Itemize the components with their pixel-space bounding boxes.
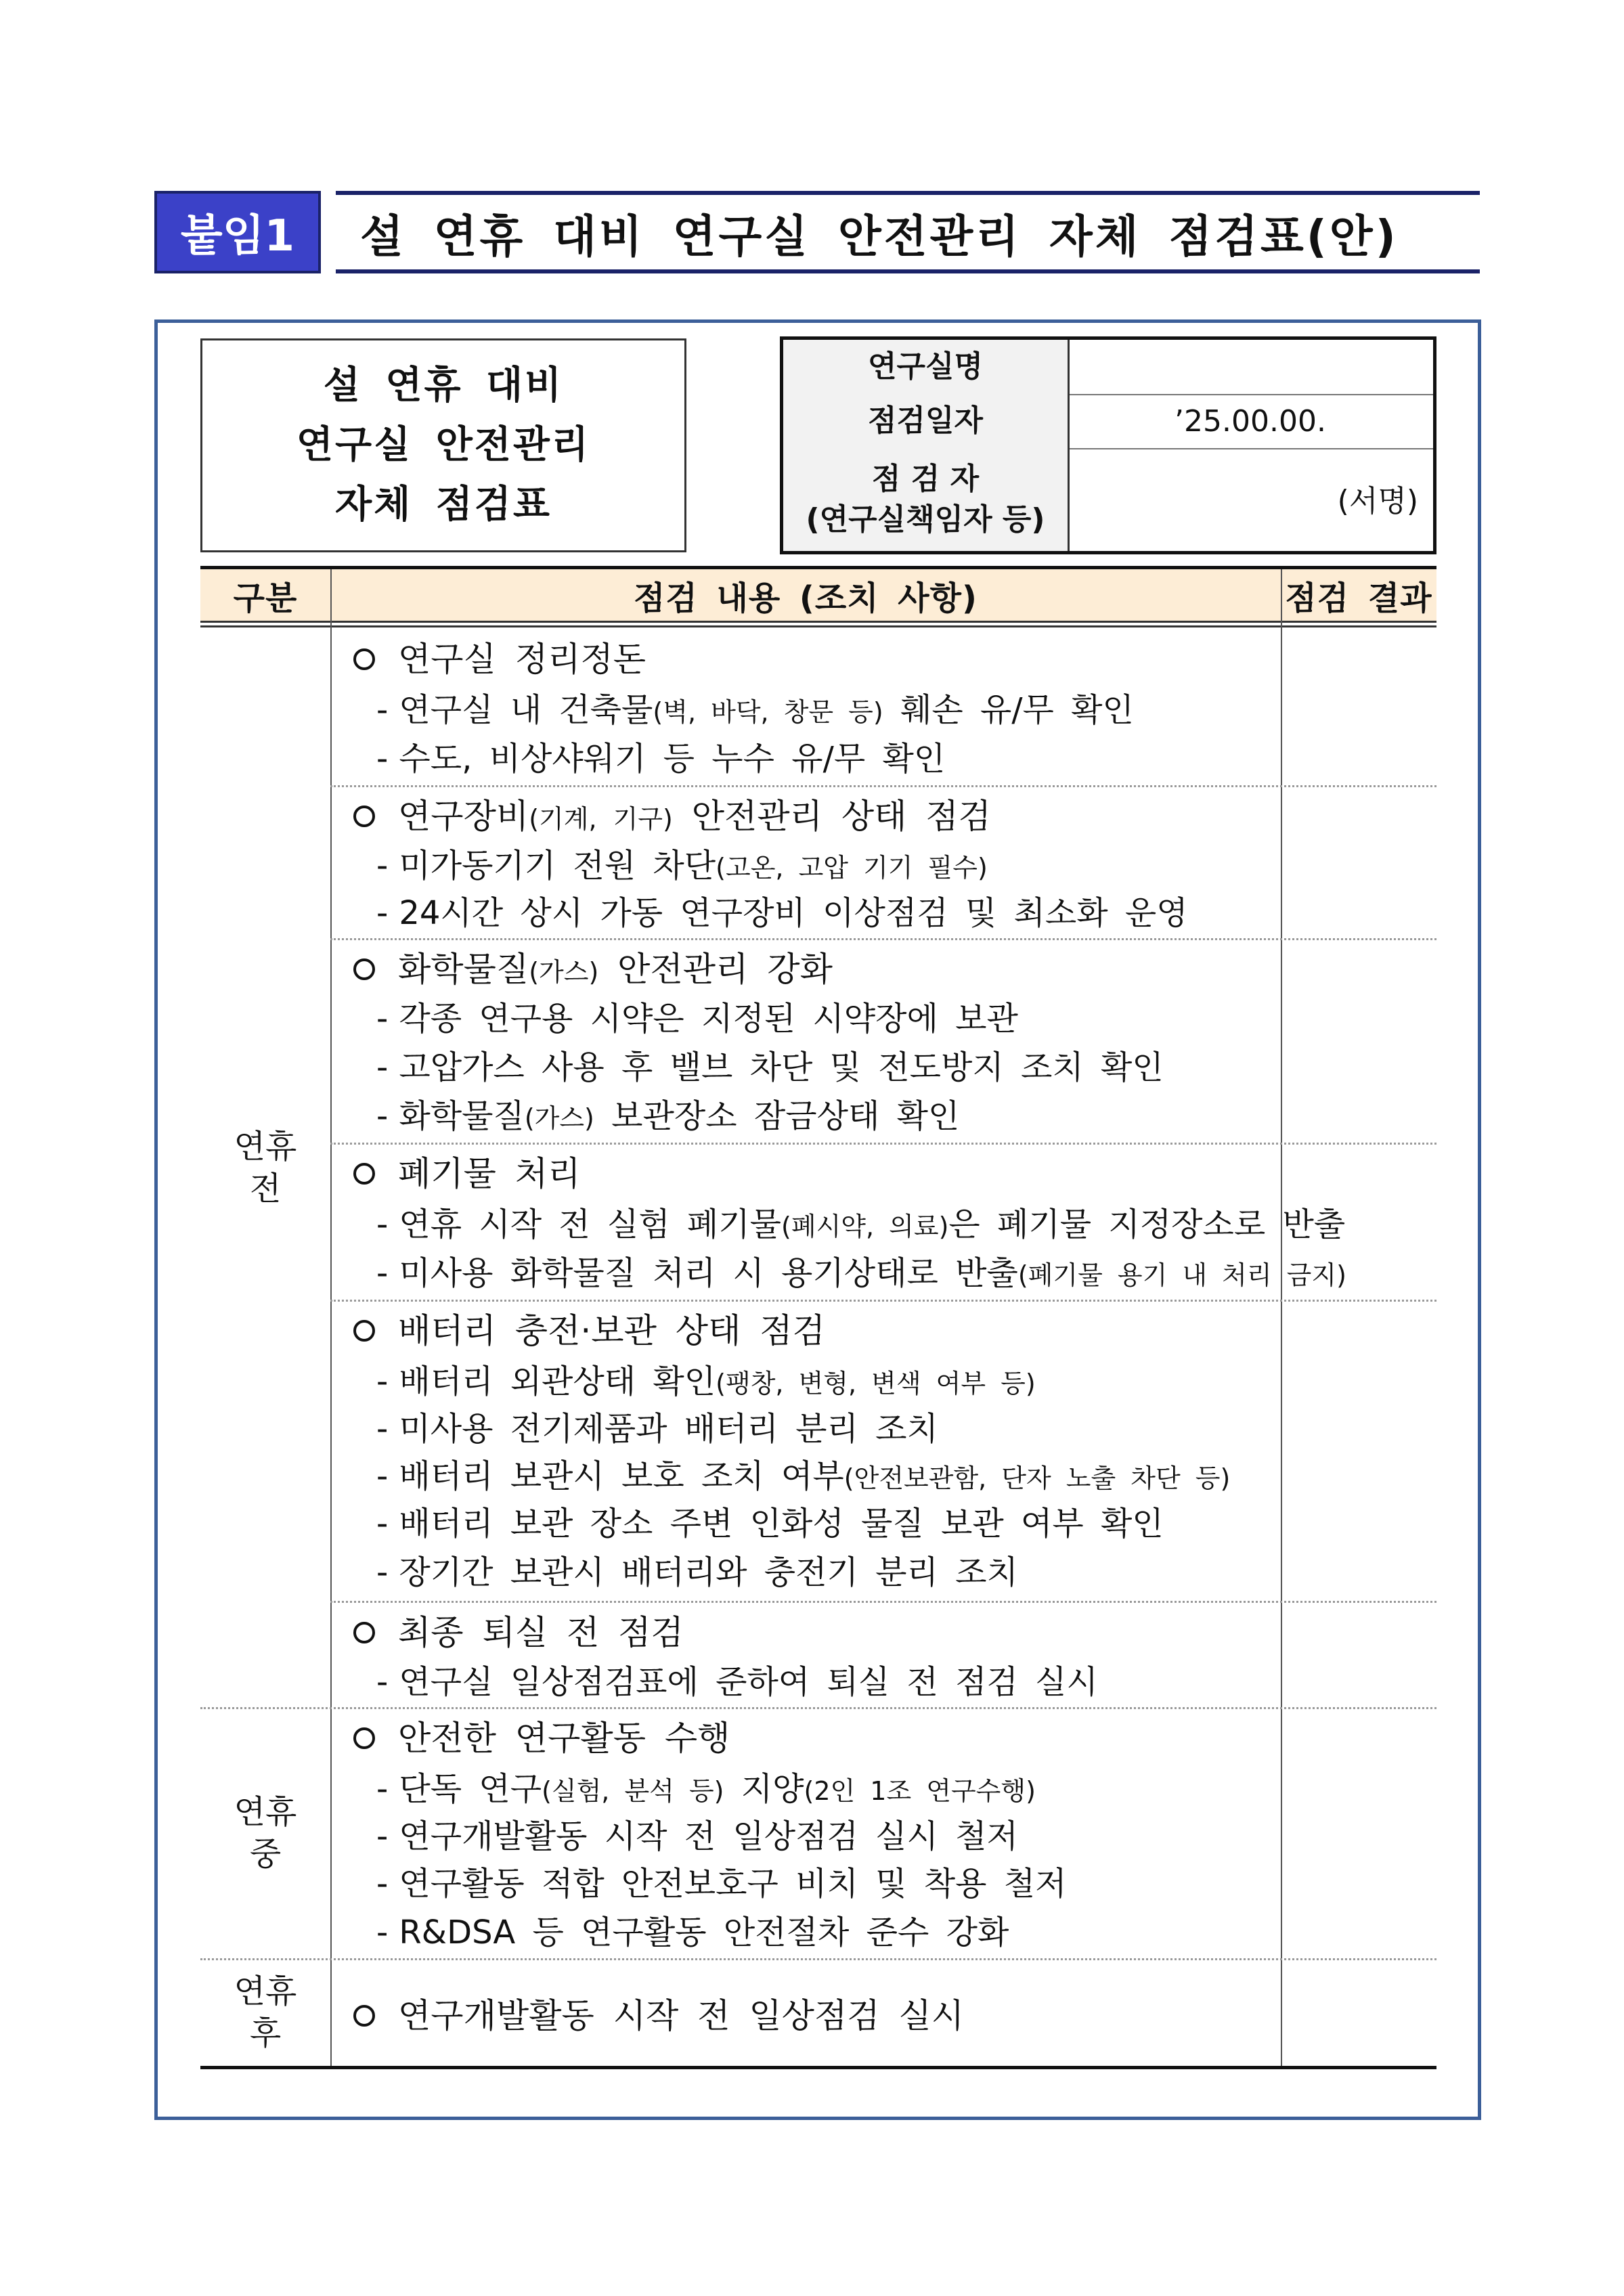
lab-name-value[interactable] <box>1068 340 1433 394</box>
section-title: 최종 퇴실 전 점검 <box>353 1606 684 1654</box>
group-divider <box>200 1958 1436 1960</box>
row-divider <box>330 938 1436 940</box>
row-divider <box>330 1300 1436 1302</box>
section-title: 연구실 정리정돈 <box>353 632 646 681</box>
category-text: 전 <box>249 1169 282 1208</box>
check-item: - 24시간 상시 가동 연구장비 이상점검 및 최소화 운영 <box>376 894 1188 932</box>
check-item: - 연휴 시작 전 실험 폐기물(폐시약, 의료)은 폐기물 지정장소로 반출 <box>376 1206 1346 1243</box>
document-title: 설 연휴 대비 연구실 안전관리 자체 점검표(안) <box>360 210 1399 263</box>
header-result: 점검 결과 <box>1285 579 1432 617</box>
result-cell[interactable] <box>1282 1709 1436 1958</box>
checklist-title-box <box>200 338 686 552</box>
category-text: 연휴 <box>234 1972 297 2010</box>
section-title: 화학물질(가스) 안전관리 강화 <box>353 942 833 991</box>
row-divider <box>330 785 1436 787</box>
table-header-rule-1 <box>200 621 1436 623</box>
table-header-rule-2 <box>200 625 1436 627</box>
check-item: - R&DSA 등 연구활동 안전절차 준수 강화 <box>376 1914 1009 1951</box>
section-title: 연구개발활동 시작 전 일상점검 실시 <box>353 1989 964 2037</box>
check-item: - 수도, 비상샤워기 등 누수 유/무 확인 <box>376 740 946 778</box>
info-row-date <box>783 394 1433 449</box>
check-item: - 연구개발활동 시작 전 일상점검 실시 철저 <box>376 1817 1018 1855</box>
table-vline-1 <box>330 569 332 2066</box>
check-item: - 미가동기기 전원 차단(고온, 고압 기기 필수) <box>376 847 988 885</box>
check-item: - 배터리 보관시 보호 조치 여부(안전보관함, 단자 노출 차단 등) <box>376 1457 1231 1495</box>
header-category: 구분 <box>233 579 298 617</box>
section-title: 연구장비(기계, 기구) 안전관리 상태 점검 <box>353 789 991 838</box>
date-value[interactable]: ’25.00.00. <box>1175 403 1326 439</box>
circle-bullet-icon <box>353 2005 375 2027</box>
group-divider <box>200 1707 1436 1709</box>
circle-bullet-icon <box>353 805 375 827</box>
check-item: - 미사용 화학물질 처리 시 용기상태로 반출(폐기물 용기 내 처리 금지) <box>376 1254 1346 1292</box>
result-cell[interactable] <box>1282 1302 1436 1601</box>
result-cell[interactable] <box>1282 940 1436 1143</box>
category-text: 연휴 <box>234 1792 297 1831</box>
section-title: 폐기물 처리 <box>353 1147 580 1195</box>
result-cell[interactable] <box>1282 787 1436 938</box>
inspector-value[interactable] <box>1068 448 1433 551</box>
inspector-label <box>783 448 1070 551</box>
signature-label: (서명) <box>1337 484 1418 518</box>
checklist-title-line-3: 자체 점검표 <box>335 483 552 527</box>
check-item: - 연구실 내 건축물(벽, 바닥, 창문 등) 훼손 유/무 확인 <box>376 691 1134 729</box>
check-item: - 화학물질(가스) 보관장소 잠금상태 확인 <box>376 1097 960 1135</box>
result-cell[interactable] <box>1282 1603 1436 1707</box>
check-item: - 배터리 보관 장소 주변 인화성 물질 보관 여부 확인 <box>376 1505 1164 1543</box>
check-item: - 단독 연구(실험, 분석 등) 지양(2인 1조 연구수행) <box>376 1770 1036 1808</box>
date-label: 점검일자 <box>783 394 1070 448</box>
attachment-tag <box>154 191 321 273</box>
category-before-holiday <box>200 627 330 1707</box>
lab-name-label: 연구실명 <box>783 340 1070 394</box>
category-during-holiday <box>200 1707 330 1958</box>
table-header <box>200 569 1436 621</box>
category-after-holiday <box>200 1958 330 2066</box>
check-item: - 연구실 일상점검표에 준하여 퇴실 전 점검 실시 <box>376 1663 1098 1701</box>
info-row-lab-name <box>783 340 1433 395</box>
section-title: 배터리 충전·보관 상태 점검 <box>353 1304 825 1352</box>
inspector-label-line-1: 점 검 자 <box>871 462 980 496</box>
checklist-title-line-1: 설 연휴 대비 <box>323 363 564 407</box>
check-item: - 배터리 외관상태 확인(팽창, 변형, 변색 여부 등) <box>376 1363 1036 1400</box>
checklist-title-line-2: 연구실 안전관리 <box>296 423 591 467</box>
circle-bullet-icon <box>353 1727 375 1749</box>
section-title: 안전한 연구활동 수행 <box>353 1711 730 1760</box>
result-cell[interactable] <box>1282 627 1436 785</box>
title-rule-bottom <box>336 269 1480 273</box>
document-title-bar <box>336 191 1480 273</box>
circle-bullet-icon <box>353 1163 375 1185</box>
circle-bullet-icon <box>353 958 375 980</box>
result-cell[interactable] <box>1282 1960 1436 2066</box>
info-table <box>780 336 1436 554</box>
row-divider <box>330 1143 1436 1145</box>
info-row-inspector <box>783 448 1433 551</box>
table-bottom-rule <box>200 2066 1436 2069</box>
check-item: - 장기간 보관시 배터리와 충전기 분리 조치 <box>376 1553 1018 1591</box>
row-divider <box>330 1601 1436 1603</box>
header-content: 점검 내용 (조치 사항) <box>634 579 978 617</box>
result-cell[interactable] <box>1282 1145 1436 1300</box>
check-item: - 미사용 전기제품과 배터리 분리 조치 <box>376 1410 938 1448</box>
circle-bullet-icon <box>353 1320 375 1342</box>
category-text: 후 <box>249 2014 282 2052</box>
check-item: - 고압가스 사용 후 밸브 차단 및 전도방지 조치 확인 <box>376 1048 1164 1086</box>
inspector-label-line-2: (연구실책임자 등) <box>806 502 1045 537</box>
check-item: - 각종 연구용 시약은 지정된 시약장에 보관 <box>376 1000 1018 1038</box>
check-item: - 연구활동 적합 안전보호구 비치 및 착용 철저 <box>376 1865 1067 1903</box>
attachment-tag-label: 붙임1 <box>180 211 295 261</box>
category-text: 중 <box>249 1834 282 1873</box>
category-text: 연휴 <box>234 1127 297 1166</box>
circle-bullet-icon <box>353 648 375 670</box>
circle-bullet-icon <box>353 1622 375 1643</box>
